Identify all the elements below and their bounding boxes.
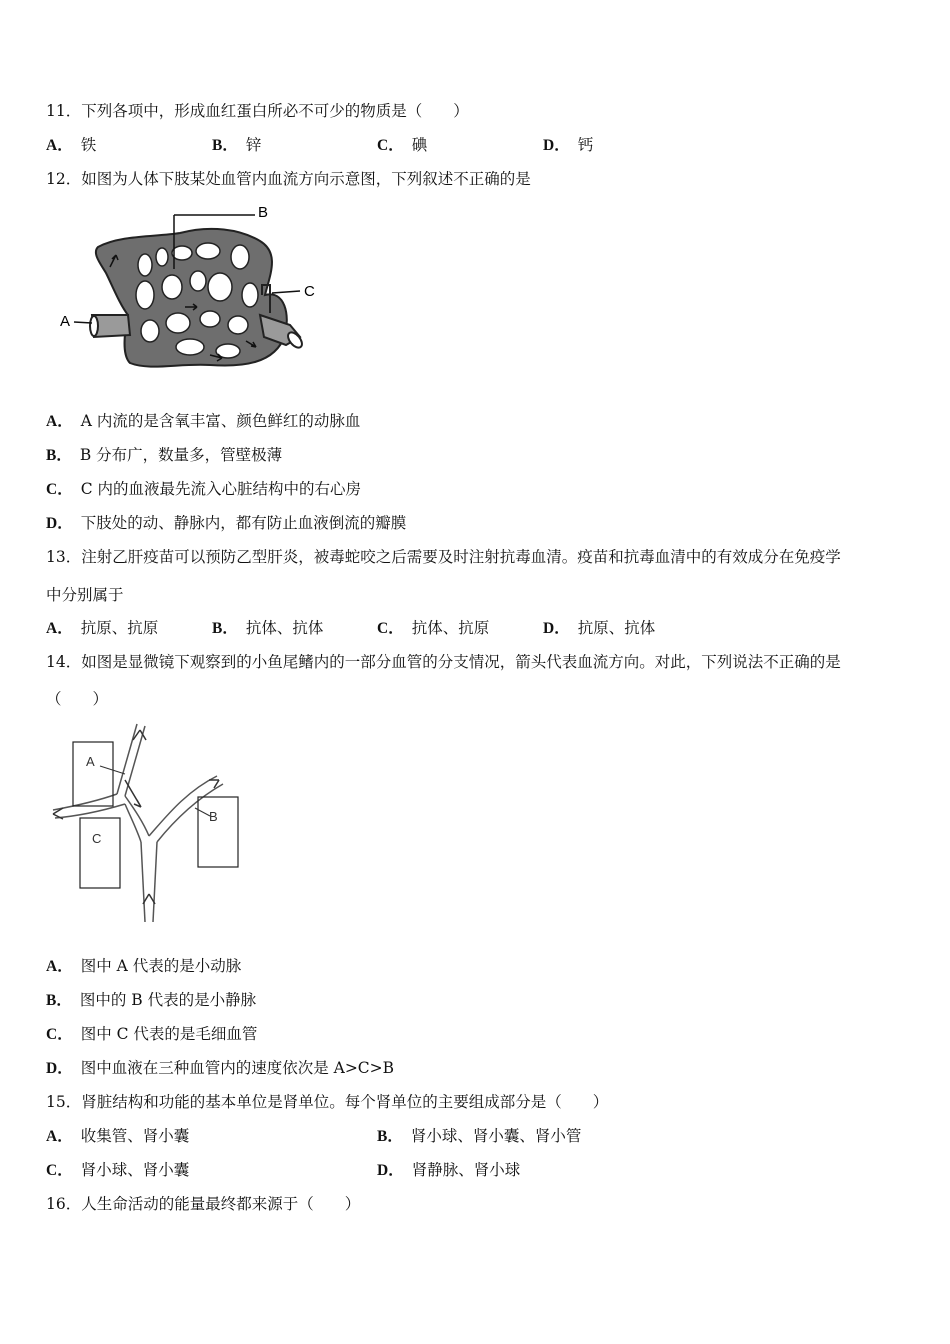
q13-option-c: C． 抗体、抗原 xyxy=(377,619,490,637)
q15-option-b: B． 肾小球、肾小囊、肾小管 xyxy=(377,1127,582,1145)
box-c xyxy=(80,818,120,888)
q11-option-c: C． 碘 xyxy=(377,136,428,154)
figure12-label-b: B xyxy=(258,204,269,221)
question-11-stem: 11．下列各项中，形成血红蛋白所必不可少的物质是（ ） xyxy=(46,102,469,120)
question-13-stem-line2: 中分别属于 xyxy=(46,586,124,604)
q15-option-a: A． 收集管、肾小囊 xyxy=(46,1127,190,1145)
figure14-label-b: B xyxy=(209,809,218,824)
q13-option-b: B． 抗体、抗体 xyxy=(212,619,324,637)
q12-option-b: B． B 分布广，数量多，管壁极薄 xyxy=(46,446,283,464)
box-b xyxy=(198,797,238,867)
q12-option-a: A． A 内流的是含氧丰富、颜色鲜红的动脉血 xyxy=(46,412,361,430)
q14-option-c: C． 图中 C 代表的是毛细血管 xyxy=(46,1025,258,1043)
question-12-stem: 12．如图为人体下肢某处血管内血流方向示意图，下列叙述不正确的是 xyxy=(46,170,531,188)
figure12-label-c: C xyxy=(304,283,315,300)
q11-option-a: A． 铁 xyxy=(46,136,97,154)
q12-option-c: C． C 内的血液最先流入心脏结构中的右心房 xyxy=(46,480,361,498)
q15-option-d: D． 肾静脉、肾小球 xyxy=(377,1161,521,1179)
question-15-stem: 15．肾脏结构和功能的基本单位是肾单位。每个肾单位的主要组成部分是（ ） xyxy=(46,1093,609,1111)
box-a xyxy=(73,742,113,806)
figure12-label-a: A xyxy=(60,313,71,330)
q14-option-a: A． 图中 A 代表的是小动脉 xyxy=(46,957,242,975)
q11-option-b: B． 锌 xyxy=(212,136,262,154)
q13-option-d: D． 抗原、抗体 xyxy=(543,619,656,637)
question-13-stem-line1: 13．注射乙肝疫苗可以预防乙型肝炎，被毒蛇咬之后需要及时注射抗毒血清。疫苗和抗毒血清中的有效成分在免疫学 xyxy=(46,548,841,566)
q15-option-c: C． 肾小球、肾小囊 xyxy=(46,1161,190,1179)
capillary-network-figure xyxy=(50,195,340,385)
q12-option-d: D． 下肢处的动、静脉内，都有防止血液倒流的瓣膜 xyxy=(46,514,407,532)
q14-option-b: B． 图中的 B 代表的是小静脉 xyxy=(46,991,257,1009)
question-16-stem: 16．人生命活动的能量最终都来源于（ ） xyxy=(46,1195,361,1213)
figure14-label-c: C xyxy=(92,831,102,846)
fish-tail-vessels-figure xyxy=(45,722,255,927)
figure14-label-a: A xyxy=(86,754,95,769)
question-14-stem-line2: （ ） xyxy=(46,690,109,708)
question-14-stem-line1: 14．如图是显微镜下观察到的小鱼尾鳍内的一部分血管的分支情况，箭头代表血流方向。对此，下列说法不正确的是 xyxy=(46,653,841,671)
q11-option-d: D． 钙 xyxy=(543,136,594,154)
q14-option-d: D． 图中血液在三种血管内的速度依次是 A>C>B xyxy=(46,1059,395,1077)
q13-option-a: A． 抗原、抗原 xyxy=(46,619,159,637)
